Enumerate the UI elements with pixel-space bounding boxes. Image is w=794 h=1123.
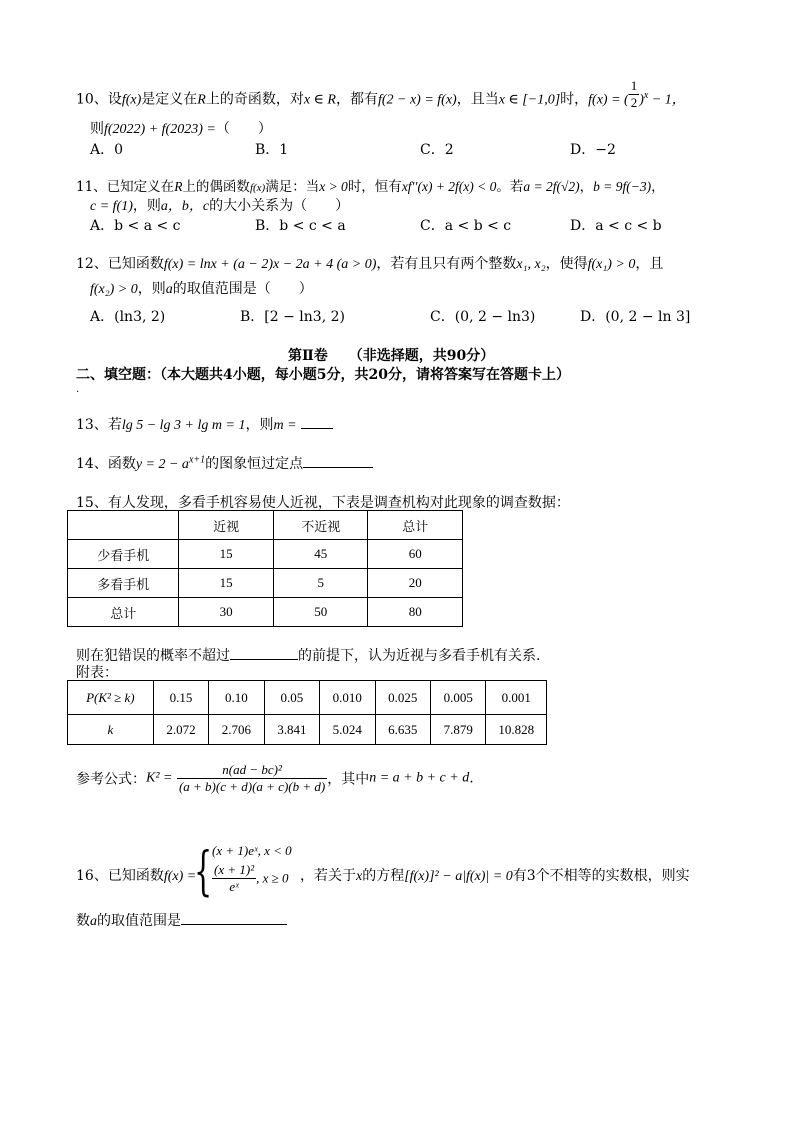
q16-answer-blank[interactable]: [181, 910, 287, 925]
formula-fraction: [177, 762, 327, 795]
table-cell: 15: [179, 540, 274, 569]
q10-math: f(2022) + f(2023) =: [104, 122, 216, 137]
q10-number: 10、: [76, 91, 108, 108]
q13-text: 若: [107, 417, 122, 433]
q12-math: f(x₂) > 0: [90, 282, 138, 297]
q12-text: ，使得: [545, 256, 588, 272]
table-row: [68, 715, 547, 745]
q13-number: 13、: [76, 417, 108, 433]
q11-line1: [76, 175, 665, 195]
case2-condition: , x ≥ 0: [256, 870, 289, 886]
q15-answer-blank[interactable]: [230, 645, 298, 660]
q10-text: 则: [90, 121, 104, 137]
table-row: [68, 598, 463, 627]
piecewise-case-2: [212, 862, 289, 895]
q10-option-c[interactable]: C．2: [420, 142, 454, 158]
q10-math: − 1，: [648, 92, 686, 108]
table-cell: 多看手机: [68, 569, 179, 598]
q14-text: 函数: [107, 456, 136, 472]
q12-text: 的取值范围是（ ）: [172, 281, 313, 297]
q11-text: 的大小关系为（ ）: [209, 198, 350, 214]
formula-label: 参考公式：: [76, 771, 146, 788]
q15-text: 则在犯错误的概率不超过: [76, 648, 230, 664]
q16-number: 16、: [76, 868, 108, 884]
case2-fraction: [212, 862, 256, 895]
q10-text: （ ）: [215, 121, 272, 137]
q11-line2: [90, 195, 349, 215]
q11-text: 已知定义在: [106, 179, 175, 195]
table-cell: 60: [368, 540, 463, 569]
q11-text: 。若: [496, 179, 524, 195]
table-row: [68, 569, 463, 598]
q11-option-c[interactable]: C．a < b < c: [420, 218, 512, 234]
q11-math: b = 9f(−3): [593, 179, 652, 194]
table-cell: 45: [273, 540, 368, 569]
q12-option-a[interactable]: A．(ln3, 2): [90, 309, 166, 325]
table-cell: 0.025: [375, 681, 430, 715]
q10-option-d[interactable]: D．−2: [570, 142, 616, 158]
table-cell: 20: [368, 569, 463, 598]
q15-number: 15、: [76, 495, 108, 511]
table-cell: 7.879: [430, 715, 485, 745]
q12-math: a: [165, 282, 173, 297]
q12-text: 已知函数: [107, 256, 164, 272]
q10-math: R: [197, 92, 206, 108]
q16-line2: [76, 910, 287, 930]
q11-math: a = 2f(√2): [523, 179, 580, 194]
table-cell: 2.706: [209, 715, 264, 745]
q16-text: 数: [76, 913, 90, 929]
q10-text: ，都有: [335, 91, 378, 108]
q16-math: f(x) =: [163, 869, 197, 884]
q11-number: 11、: [76, 179, 107, 195]
q10-text: 是定义在: [141, 91, 198, 108]
q11-math: x > 0: [319, 179, 348, 194]
q16-prefix: [76, 865, 196, 885]
q10-line2: [90, 118, 272, 138]
q14-text: 的图象恒过定点: [205, 456, 304, 472]
table-cell: 15: [179, 569, 274, 598]
table-cell: 10.828: [486, 715, 547, 745]
table-cell: 0.005: [430, 681, 485, 715]
q12-line1: [76, 253, 663, 273]
q11-text: ，则: [132, 198, 161, 214]
piecewise-case-1: (x + 1)eˣ, x < 0: [212, 843, 292, 858]
q11-math: f(x): [249, 182, 266, 194]
q11-math: a，b，c: [160, 199, 210, 214]
table-cell: 少看手机: [68, 540, 179, 569]
part-title: 第Ⅱ卷 （非选择题，共90分）: [288, 348, 495, 364]
q14-math: y = 2 − a: [135, 457, 189, 472]
q12-option-b[interactable]: B．[2 − ln3, 2): [240, 309, 345, 325]
q15-line: [76, 492, 570, 512]
q12-math: f(x) = lnx + (a − 2)x − 2a + 4 (a > 0): [163, 257, 377, 272]
table-header: 不近视: [273, 511, 368, 540]
q10-math: ): [639, 92, 644, 108]
table-cell: 0.10: [209, 681, 264, 715]
q10-math: f(x) = (: [588, 92, 629, 108]
formula-text: .: [469, 770, 474, 787]
q10-exponent: x: [643, 89, 649, 101]
q12-options: [90, 306, 710, 326]
q10-text: 时，: [560, 91, 589, 108]
q16-math: a: [90, 914, 97, 929]
table-header: [68, 511, 179, 540]
table-cell: 0.05: [264, 681, 319, 715]
q12-text: ，则: [137, 281, 166, 297]
table-cell: 2.072: [153, 715, 208, 745]
fraction-numerator: n(ad − bc)²: [177, 762, 327, 779]
q11-math: xf′′(x) + 2f(x) < 0: [401, 179, 497, 194]
table-row: [68, 681, 547, 715]
q16-text: 已知函数: [107, 868, 164, 884]
reference-formula: [76, 762, 474, 795]
q11-option-b[interactable]: B．b < c < a: [255, 218, 346, 234]
q10-text: ，且当: [456, 91, 499, 108]
section-heading: 二、填空题：（本大题共4小题，每小题5分，共20分，请将答案写在答题卡上）: [76, 367, 570, 383]
q10-math: f(x): [121, 92, 142, 108]
q11-options: [90, 215, 710, 235]
fraction-denominator: (a + b)(c + d)(a + c)(b + d): [178, 779, 326, 794]
appendix-label: 附表：: [76, 665, 118, 681]
q13-math: lg 5 − lg 3 + lg m = 1: [121, 418, 246, 433]
q16-math: [f(x)]² − a|f(x)| = 0: [404, 869, 513, 884]
q10-option-b[interactable]: B．1: [255, 142, 289, 158]
q13-text: ，则: [245, 417, 274, 433]
table-cell: 6.635: [375, 715, 430, 745]
q10-options: [90, 139, 710, 159]
q12-math: x₁, x₂: [516, 257, 546, 272]
q16-math: x: [356, 869, 363, 884]
q11-math: R: [174, 179, 183, 194]
formula-math: K² =: [146, 770, 173, 786]
table-cell: 30: [179, 598, 274, 627]
q12-text: ，若有且只有两个整数: [376, 256, 517, 272]
q10-math: x ∈ R: [303, 92, 336, 108]
q10-math: x ∈ [−1,0]: [498, 92, 561, 108]
q11-text: 上的偶函数: [182, 179, 250, 195]
q16-text: 的取值范围是: [97, 913, 181, 929]
table-cell: 0.001: [486, 681, 547, 715]
q14-number: 14、: [76, 456, 108, 472]
table-row: [68, 540, 463, 569]
q11-text: ，: [651, 179, 665, 195]
q10-text: 上的奇函数，对: [205, 91, 304, 108]
table-cell: 3.841: [264, 715, 319, 745]
formula-text: ，其中: [327, 771, 370, 788]
q13-line: [76, 414, 333, 434]
table-cell: P(K² ≥ k): [68, 681, 154, 715]
q11-text: 满足：当: [265, 179, 320, 195]
q12-option-c[interactable]: C．(0, 2 − ln3): [430, 309, 536, 325]
table-cell: 5.024: [320, 715, 375, 745]
stray-dot: .: [76, 384, 80, 395]
q11-text: ，: [579, 179, 594, 195]
table-header: 近视: [179, 511, 274, 540]
critical-value-table: [67, 680, 547, 745]
q13-answer-blank[interactable]: [301, 414, 333, 429]
table-cell: 总计: [68, 598, 179, 627]
q11-option-d[interactable]: D．a < c < b: [570, 218, 662, 234]
q10-option-a[interactable]: A．0: [90, 142, 124, 158]
fraction-denominator: 2: [630, 95, 638, 110]
q10-text: 设: [107, 91, 122, 108]
formula-math: n = a + b + c + d: [369, 770, 470, 786]
q15-text: 的前提下，认为近视与多看手机有关系.: [298, 648, 541, 664]
q14-answer-blank[interactable]: [303, 453, 373, 468]
q14-line: [76, 453, 373, 473]
q16-line1-rest: [300, 865, 690, 885]
table-cell: 5: [273, 569, 368, 598]
q15-text: 有人发现，多看手机容易使人近视，下表是调查机构对此现象的调查数据：: [107, 495, 570, 511]
q14-exponent: x+1: [188, 454, 206, 466]
q15-after: [76, 645, 540, 665]
survey-table: [67, 510, 463, 627]
q16-text: 的方程: [362, 868, 405, 884]
q12-line2: [90, 278, 313, 298]
q16-text: 有3个不相等的实数根，则实: [512, 868, 690, 884]
piecewise-brace: {: [194, 842, 213, 902]
q11-option-a[interactable]: A．b < a < c: [90, 218, 181, 234]
q12-text: ，且: [635, 256, 664, 272]
fraction-numerator: (x + 1)²: [214, 862, 255, 877]
table-cell: 0.010: [320, 681, 375, 715]
table-header: 总计: [368, 511, 463, 540]
q11-math: c = f(1): [90, 199, 133, 214]
fraction-numerator: 1: [630, 78, 638, 93]
q10-fraction: [629, 78, 640, 111]
q11-text: 时，恒有: [347, 179, 402, 195]
table-cell: 80: [368, 598, 463, 627]
table-cell: 0.15: [153, 681, 208, 715]
table-cell: 50: [273, 598, 368, 627]
q10-math: f(2 − x) = f(x): [377, 92, 457, 108]
q12-option-d[interactable]: D．(0, 2 − ln 3]: [580, 309, 691, 325]
q13-math: m =: [273, 418, 297, 433]
q16-text: ，若关于: [300, 868, 356, 884]
q12-math: f(x₁) > 0: [587, 257, 636, 272]
table-cell: k: [68, 715, 154, 745]
q10-line1: [76, 78, 686, 111]
q12-number: 12、: [76, 256, 108, 272]
fraction-denominator: eˣ: [229, 879, 239, 894]
